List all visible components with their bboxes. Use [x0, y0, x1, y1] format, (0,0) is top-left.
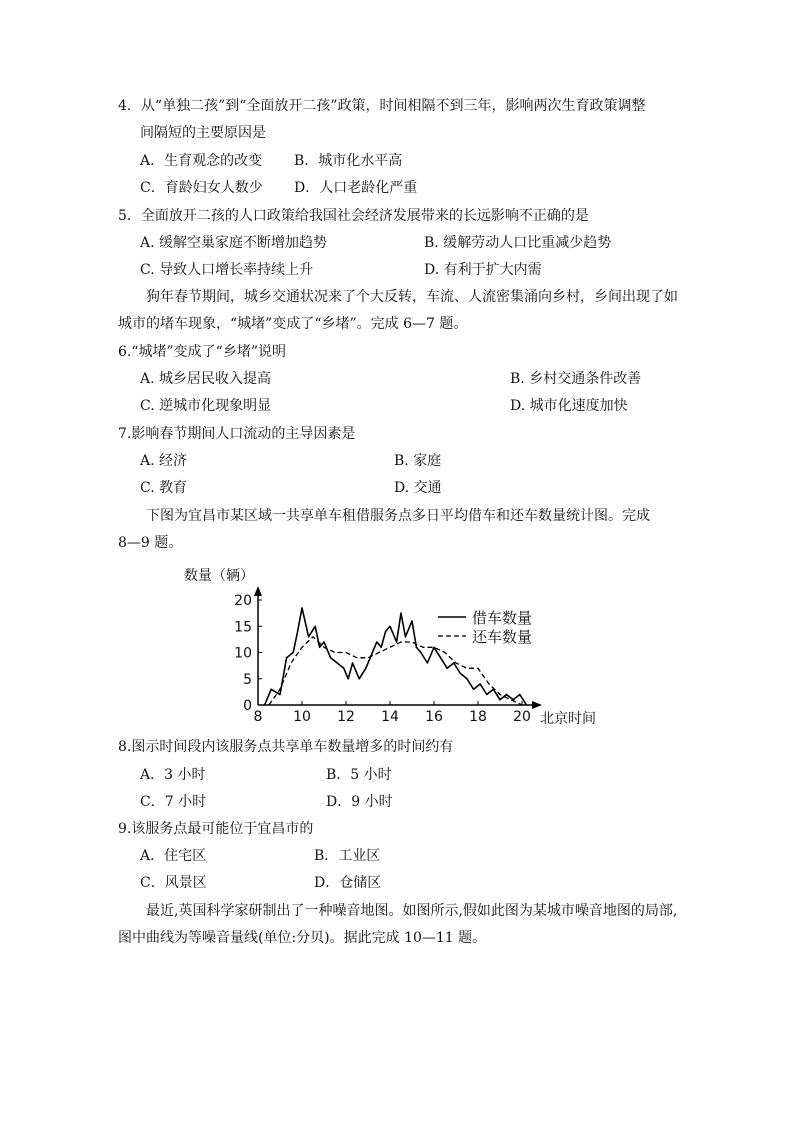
y-tick-label: 10 — [234, 645, 252, 662]
x-tick-label: 14 — [381, 709, 399, 725]
intro-8-9-line1: 下图为宜昌市某区域一共享单车租借服务点多日平均借车和还车数量统计图。完成 — [146, 508, 650, 524]
q7-option-b: B. 家庭 — [394, 453, 442, 469]
intro-6-7-line1: 狗年春节期间，城乡交通状况来了个大反转，车流、人流密集涌向乡村，乡间出现了如 — [146, 289, 678, 305]
x-tick-label: 20 — [513, 709, 531, 725]
q4-option-b: B．城市化水平高 — [294, 153, 403, 169]
y-axis-arrow — [254, 586, 262, 596]
q4-option-a: A．生育观念的改变 — [140, 153, 263, 169]
intro-10-11-line2: 图中曲线为等噪音量线(单位:分贝)。据此完成 10—11 题。 — [118, 930, 487, 946]
q6-option-c: C. 逆城市化现象明显 — [140, 398, 272, 414]
q5-stem: 5．全面放开二孩的人口政策给我国社会经济发展带来的长远影响不正确的是 — [118, 208, 589, 224]
q5-option-c: C. 导致人口增长率持续上升 — [140, 262, 314, 278]
intro-8-9-line2: 8—9 题。 — [118, 535, 183, 551]
q6-option-b: B. 乡村交通条件改善 — [510, 371, 642, 387]
y-tick-label: 5 — [243, 671, 252, 688]
x-tick-label: 12 — [337, 709, 355, 725]
q5-option-d: D. 有利于扩大内需 — [424, 262, 542, 278]
q5-option-a: A. 缓解空巢家庭不断增加趋势 — [140, 235, 328, 251]
q9-stem: 9.该服务点最可能位于宜昌市的 — [118, 821, 314, 837]
q9-option-a: A．住宅区 — [140, 848, 207, 864]
series-line-return — [269, 637, 522, 705]
q8-stem: 8.图示时间段内该服务点共享单车数量增多的时间约有 — [118, 739, 454, 755]
q8-option-c: C．7 小时 — [140, 794, 207, 810]
q6-option-a: A. 城乡居民收入提高 — [140, 371, 272, 387]
legend-label: 还车数量 — [472, 628, 533, 646]
q7-option-c: C. 教育 — [140, 480, 188, 496]
q9-option-b: B．工业区 — [314, 848, 381, 864]
x-tick-label: 10 — [293, 709, 311, 725]
intro-10-11-line1: 最近,英国科学家研制出了一种噪音地图。如图所示,假如此图为某城市噪音地图的局部, — [146, 903, 678, 919]
y-tick-label: 15 — [234, 619, 252, 636]
q9-option-d: D．仓储区 — [314, 875, 382, 891]
x-tick-label: 16 — [425, 709, 443, 725]
q6-option-d: D. 城市化速度加快 — [510, 398, 628, 414]
q9-option-c: C．风景区 — [140, 875, 207, 891]
q4-stem-line1: 4．从“单独二孩”到“全面放开二孩”政策，时间相隔不到三年，影响两次生育政策调整 — [118, 98, 646, 114]
y-axis-label: 数量（辆） — [184, 568, 254, 584]
q7-option-d: D. 交通 — [394, 480, 442, 496]
q8-option-b: B．5 小时 — [326, 767, 392, 783]
q5-option-b: B. 缓解劳动人口比重减少趋势 — [424, 235, 612, 251]
q4-option-d: D．人口老龄化严重 — [294, 180, 418, 196]
x-axis-label: 北京时间 — [540, 711, 596, 727]
intro-6-7-line2: 城市的堵车现象，“城堵”变成了“乡堵”。完成 6—7 题。 — [118, 316, 468, 332]
q4-option-c: C．育龄妇女人数少 — [140, 180, 263, 196]
q6-stem: 6.“城堵”变成了“乡堵”说明 — [118, 344, 286, 360]
x-tick-label: 8 — [253, 709, 263, 725]
x-tick-label: 18 — [469, 709, 487, 725]
q7-stem: 7.影响春节期间人口流动的主导因素是 — [118, 426, 356, 442]
chart-legend — [438, 609, 532, 646]
q8-option-a: A．3 小时 — [140, 767, 206, 783]
chart-axes — [254, 586, 542, 709]
bike-rental-chart — [150, 560, 620, 730]
q8-option-d: D．9 小时 — [326, 794, 393, 810]
legend-label: 借车数量 — [472, 609, 533, 627]
q4-stem-line2: 间隔短的主要原因是 — [140, 125, 266, 141]
q7-option-a: A. 经济 — [140, 453, 188, 469]
x-axis-arrow — [532, 701, 542, 709]
y-tick-label: 20 — [234, 593, 252, 609]
y-tick-label: 0 — [243, 698, 252, 714]
